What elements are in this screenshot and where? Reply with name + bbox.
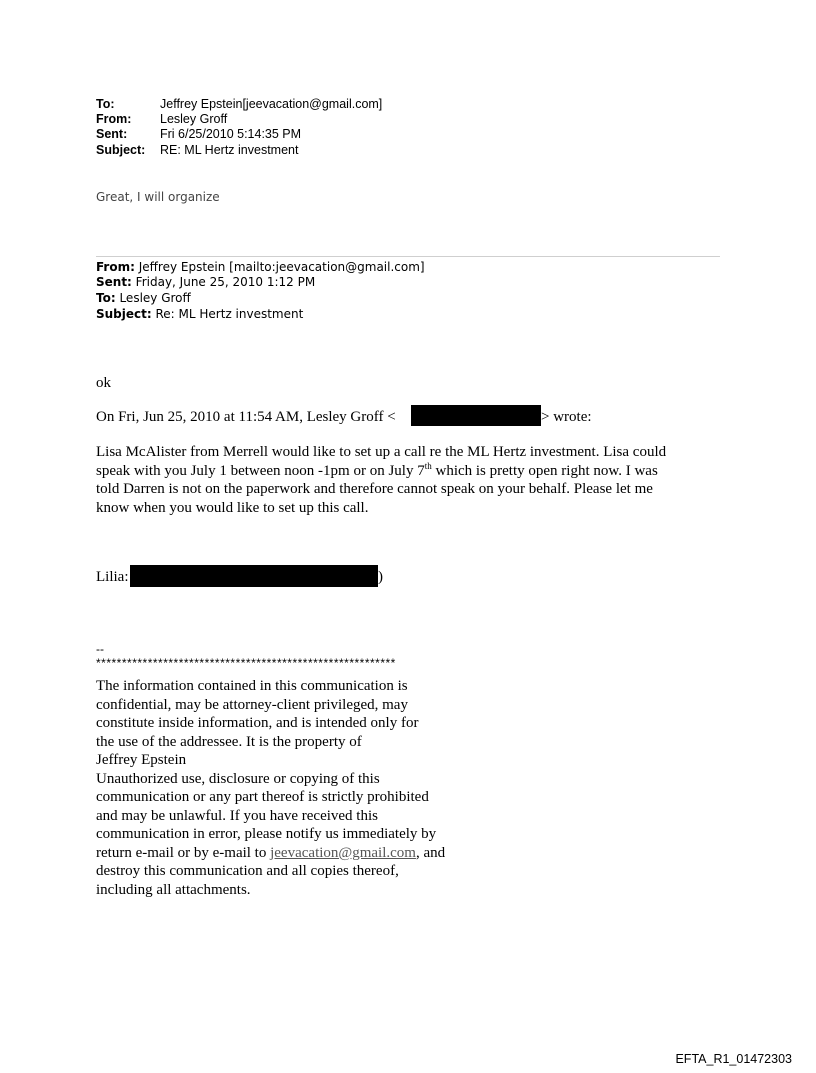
header-from-value: Lesley Groff [160, 112, 228, 126]
message-line-2-sup: th [424, 460, 432, 471]
disclaimer-block [96, 677, 445, 899]
disclaimer-line-1: The information contained in this communication is [96, 678, 408, 694]
disclaimer-line-12: including all attachments. [96, 881, 251, 898]
disclaimer-line-6: Unauthorized use, disclosure or copying of this [96, 770, 380, 787]
ok-text: ok [96, 375, 111, 391]
redaction-phone [130, 565, 378, 587]
redaction-email [411, 405, 541, 426]
quoted-subject-label: Subject: [96, 307, 152, 321]
document-id: EFTA_R1_01472303 [675, 1052, 792, 1066]
quoted-from-value: Jeffrey Epstein [mailto:jeevacation@gmail.com] [134, 260, 425, 274]
disclaimer-line-3: constitute inside information, and is intended only for [96, 715, 419, 731]
disclaimer-line-2: confidential, may be attorney-client privileged, may [96, 696, 408, 713]
lilia-label: Lilia: [96, 569, 129, 585]
reply-body-text: Great, I will organize [96, 190, 220, 204]
disclaimer-line-8: and may be unlawful. If you have received this [96, 807, 378, 824]
message-line-2 [96, 462, 666, 481]
header-sent-value: Fri 6/25/2010 5:14:35 PM [160, 127, 302, 141]
quoted-sent-value: Friday, June 25, 2010 1:12 PM [131, 275, 316, 289]
message-line-1: Lisa McAlister from Merrell would like to set up a call re the ML Hertz investment. Lisa could [96, 444, 667, 460]
quoted-to-value: Lesley Groff [115, 291, 191, 305]
header-from-label: From: [96, 112, 132, 126]
header-subject-value: RE: ML Hertz investment [160, 143, 299, 157]
header-to-label: To: [96, 97, 115, 111]
quoted-to-row [96, 290, 191, 306]
quoted-subject-row [96, 306, 303, 322]
message-line-3: told Darren is not on the paperwork and therefore cannot speak on your behalf. Please let me [96, 481, 653, 497]
disclaimer-line-10-prefix: return e-mail or by e-mail to [96, 844, 271, 861]
header-subject-label: Subject: [96, 143, 146, 157]
quoted-sent-row [96, 274, 315, 290]
quoted-to-label: To: [96, 291, 116, 305]
disclaimer-line-4: the use of the addressee. It is the property of [96, 733, 362, 750]
header-to-value: Jeffrey Epstein[jeevacation@gmail.com] [160, 97, 383, 111]
disclaimer-line-11: destroy this communication and all copies thereof, [96, 863, 399, 879]
on-line-prefix: On Fri, Jun 25, 2010 at 11:54 AM, Lesley Groff < [96, 409, 396, 425]
quoted-from-row [96, 259, 425, 275]
quoted-from-label: From: [96, 260, 135, 274]
quoted-subject-value: Re: ML Hertz investment [151, 307, 304, 321]
quote-divider [96, 256, 720, 257]
message-paragraph [96, 443, 666, 517]
email-link[interactable]: jeevacation@gmail.com [270, 844, 416, 861]
disclaimer-line-10-suffix: , and [415, 844, 446, 861]
on-line-suffix: > wrote: [541, 409, 592, 425]
message-line-4: know when you would like to set up this call. [96, 499, 369, 516]
message-line-2-prefix: speak with you July 1 between noon -1pm or on July 7 [96, 462, 425, 479]
disclaimer-line-9: communication in error, please notify us immediately by [96, 826, 437, 842]
header-sent-label: Sent: [96, 127, 128, 141]
asterisk-divider: ********************************************************** [96, 656, 396, 670]
signature-dashes: -- [96, 642, 104, 656]
disclaimer-line-5: Jeffrey Epstein [96, 752, 187, 768]
message-line-2-suffix: which is pretty open right now. I was [431, 462, 658, 479]
disclaimer-line-7: communication or any part thereof is strictly prohibited [96, 789, 429, 805]
disclaimer-line-10 [96, 844, 445, 863]
quoted-sent-label: Sent: [96, 275, 132, 289]
lilia-close: ) [378, 569, 383, 585]
